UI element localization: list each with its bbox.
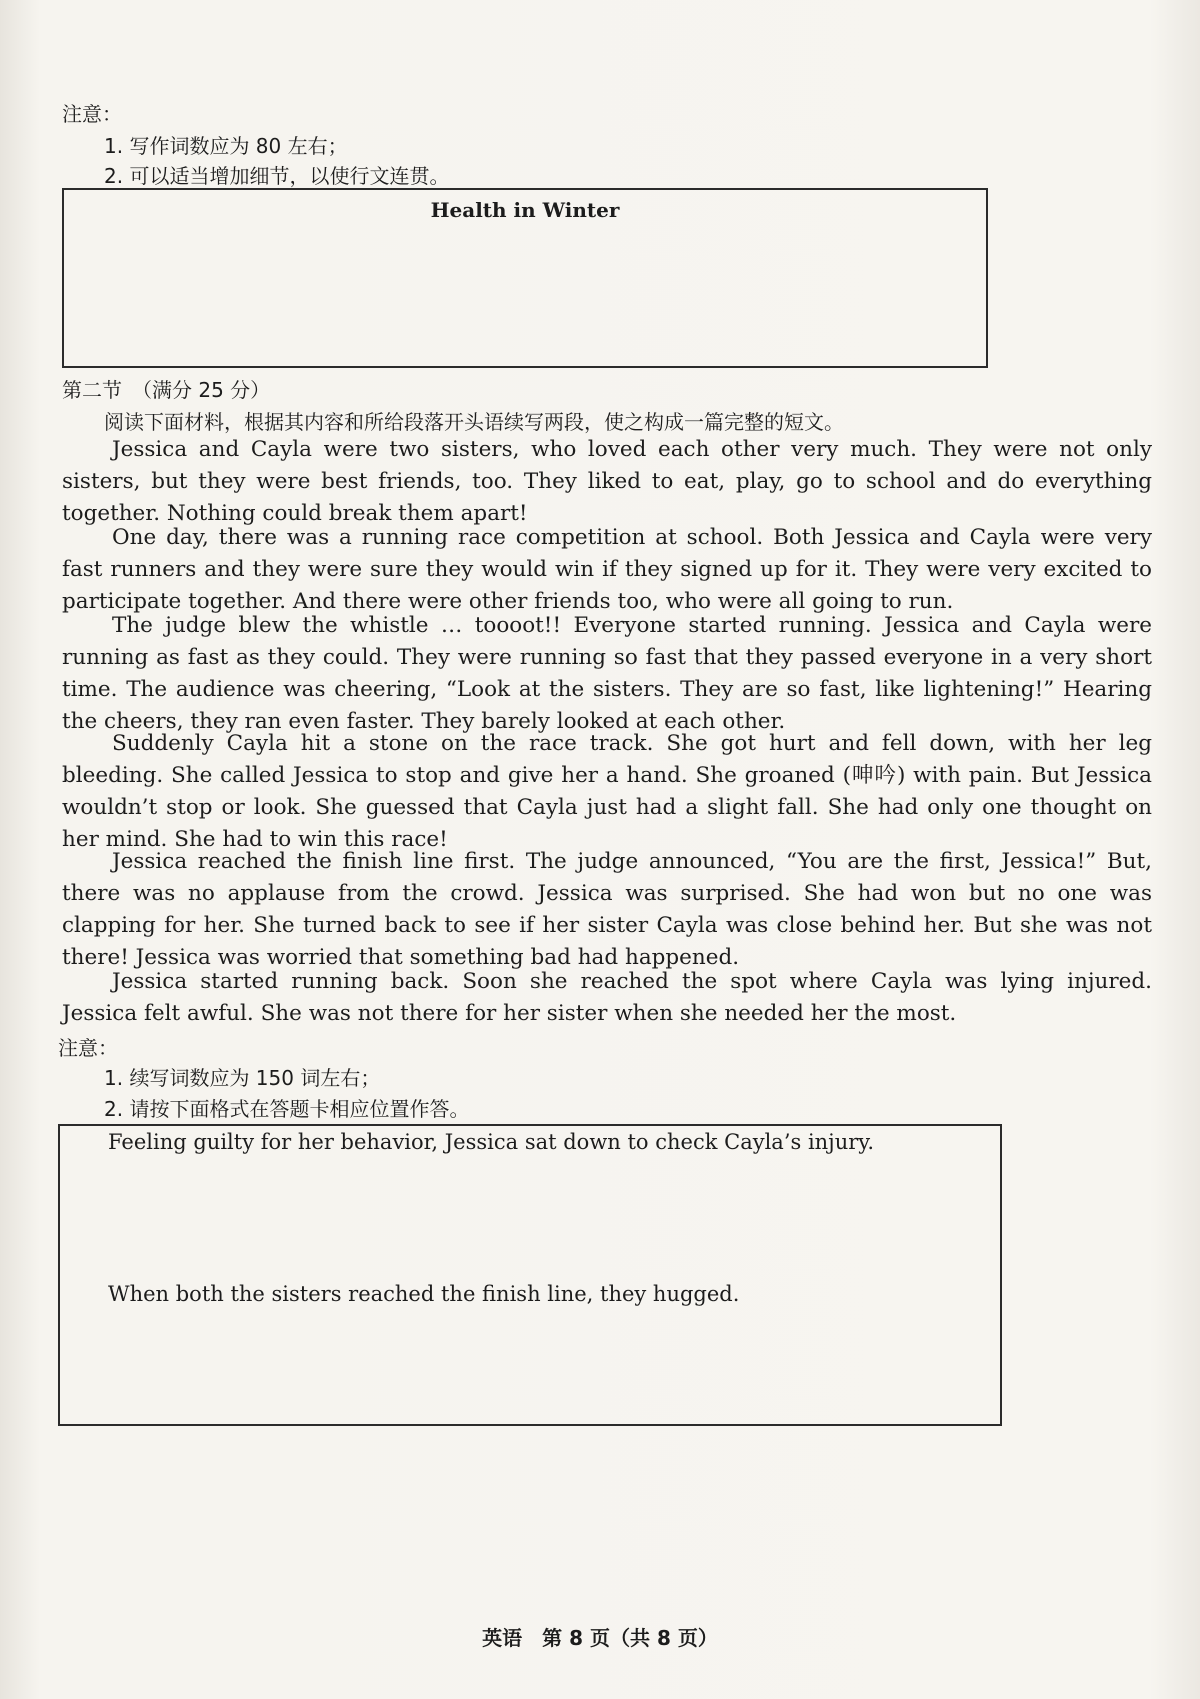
section-heading: 第二节 （满分 25 分） — [62, 378, 271, 402]
paragraph-2-opener: When both the sisters reached the finish line, they hugged. — [108, 1282, 740, 1306]
note-item-4: 2. 请按下面格式在答题卡相应位置作答。 — [104, 1097, 470, 1121]
passage-paragraph-3: The judge blew the whistle … toooot!! Everyone started running. Jessica and Cayla were running as fast as they could. They were running so fast that they passed everyone in a very short time. The audience was cheering, “Look at the sisters. They are so fast, like lightening!” Hearing the cheers, they ran even faster. They barely looked at each other. — [62, 613, 1152, 734]
writing-box-title: Health in Winter — [430, 198, 620, 222]
passage-paragraph-2: One day, there was a running race competition at school. Both Jessica and Cayla were very fast runners and they were sure they would win if they signed up for it. They were very excited to participate together. And there were other friends too, who were all going to run. — [62, 525, 1152, 614]
notes-heading-2: 注意： — [58, 1036, 118, 1060]
note-item-2: 2. 可以适当增加细节，以使行文连贯。 — [104, 164, 450, 188]
note-item-3: 1. 续写词数应为 150 词左右； — [104, 1066, 381, 1090]
writing-box — [62, 188, 988, 368]
paragraph-1-opener: Feeling guilty for her behavior, Jessica sat down to check Cayla’s injury. — [108, 1130, 875, 1154]
section-instruction: 阅读下面材料，根据其内容和所给段落开头语续写两段，使之构成一篇完整的短文。 — [104, 410, 844, 434]
passage-paragraph-4: Suddenly Cayla hit a stone on the race track. She got hurt and fell down, with her leg bleeding. She called Jessica to stop and give her a hand. She groaned (呻吟) with pain. But Jessica wouldn’t stop or look. She guessed that Cayla just had a slight fall. She had only one thought on her mind. She had to win this race! — [62, 731, 1152, 852]
continuation-box — [58, 1124, 1002, 1426]
passage-paragraph-1: Jessica and Cayla were two sisters, who loved each other very much. They were not only sisters, but they were best friends, too. They liked to eat, play, go to school and do everything together. Nothing could break them apart! — [62, 437, 1152, 526]
note-item-1: 1. 写作词数应为 80 左右； — [104, 134, 348, 158]
passage-paragraph-5: Jessica reached the finish line first. The judge announced, “You are the first, Jessica!” But, there was no applause from the crowd. Jessica was surprised. She had won but no one was clapping for her. She turned back to see if her sister Cayla was close behind her. But she was not there! Jessica was worried that something bad had happened. — [62, 849, 1152, 970]
passage-paragraph-6: Jessica started running back. Soon she reached the spot where Cayla was lying injured. Jessica felt awful. She was not there for her sister when she needed her the most. — [62, 969, 1152, 1026]
page-footer: 英语 第 8 页（共 8 页） — [482, 1626, 718, 1650]
notes-heading: 注意： — [62, 102, 122, 126]
